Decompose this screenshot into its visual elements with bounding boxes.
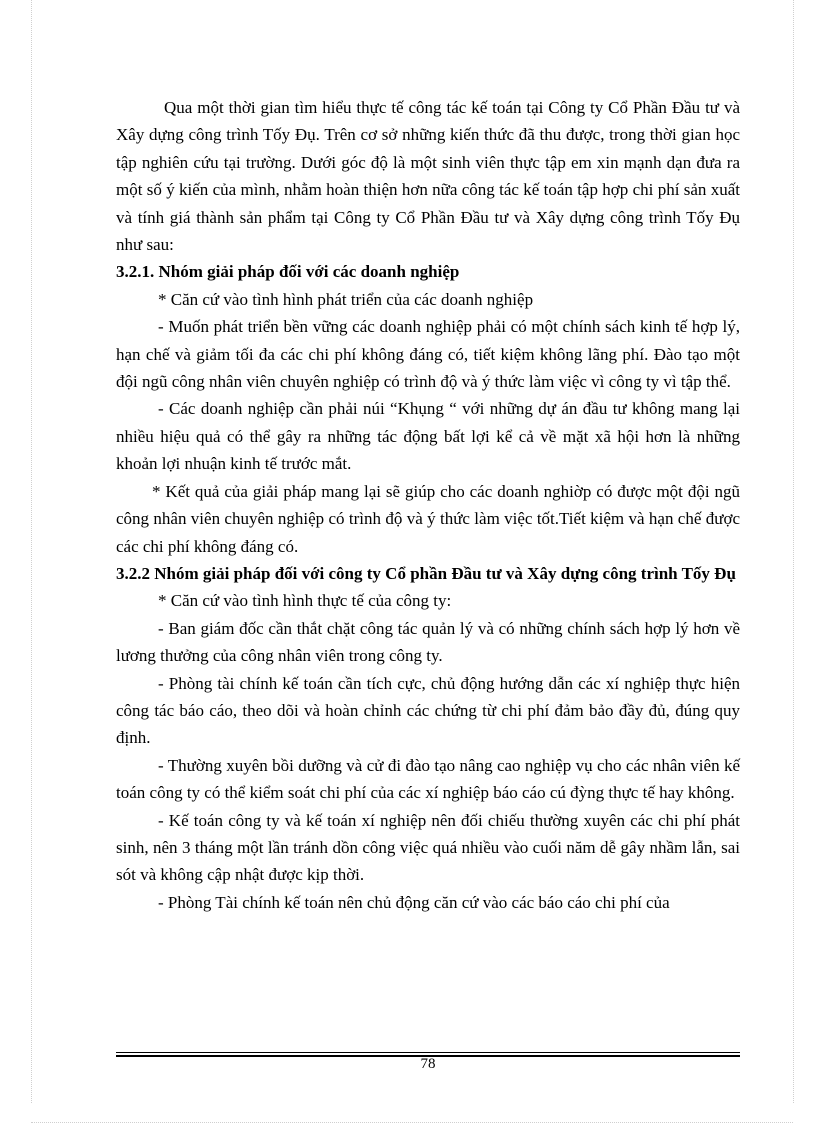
section2-item-4: - Kế toán công ty và kế toán xí nghiệp nên đối chiếu thường xuyên các chi phí phát sinh, nên 3 tháng một lần tránh dồn công việc quá nhiều vào cuối năm dễ gây nhầm lẫn, sai sót và không cập nhật được kịp thời. <box>116 810 740 885</box>
section2-basis: * Căn cứ vào tình hình thực tế của công ty: <box>158 591 452 611</box>
section1-basis: * Căn cứ vào tình hình phát triển của các doanh nghiệp <box>158 289 534 309</box>
section2-item-5: - Phòng Tài chính kế toán nên chủ động căn cứ vào các báo cáo chi phí của <box>158 892 670 912</box>
section-heading-3-2-2: 3.2.2 Nhóm giải pháp đối với công ty Cổ phần Đầu tư và Xây dựng công trình Tốy Đụ <box>116 563 736 583</box>
page-border-right <box>793 0 794 1103</box>
section2-item-3: - Thường xuyên bồi dưỡng và cử đi đào tạo nâng cao nghiệp vụ cho các nhân viên kế toán công ty có thể kiểm soát chi phí của các xí nghiệp báo cáo cú đỳng thực tế hay không. <box>116 755 740 803</box>
footer-rule-thin <box>116 1052 740 1053</box>
page-border-left <box>31 0 32 1103</box>
section2-item-2: - Phòng tài chính kế toán cần tích cực, chủ động hướng dẫn các xí nghiệp thực hiện công tác báo cáo, theo dõi và hoàn chỉnh các chứng từ chi phí đảm bảo đầy đủ, đúng quy định. <box>116 673 740 748</box>
section-heading-3-2-1: 3.2.1. Nhóm giải pháp đối với các doanh nghiệp <box>116 262 460 282</box>
section1-item-1: - Muốn phát triển bền vững các doanh nghiệp phải có một chính sách kinh tế hợp lý, hạn chế và giảm tối đa các chi phí không đáng có, tiết kiệm không lãng phí. Đào tạo một đội ngũ công nhân viên chuyên nghiệp có trình độ và ý thức làm việc vì công ty vì tập thể. <box>116 317 740 392</box>
body-text <box>116 94 740 916</box>
intro-paragraph: Qua một thời gian tìm hiểu thực tế công tác kế toán tại Công ty Cổ Phần Đầu tư và Xây dựng công trình Tốy Đụ. Trên cơ sở những kiến thức đã thu được, trong thời gian học tập nghiên cứu tại trường. Dưới góc độ là một sinh viên thực tập em xin mạnh dạn đưa ra một số ý kiến của mình, nhằm hoàn thiện hơn nữa công tác kế toán tập hợp chi phí sản xuất và tính giá thành sản phẩm tại Công ty Cổ Phần Đầu tư và Xây dựng công trình Tốy Đụ như sau: <box>116 98 740 255</box>
section1-item-2: - Các doanh nghiệp cần phải núi “Khụng “ với những dự án đầu tư không mang lại nhiều hiệu quả có thể gây ra những tác động bất lợi kể cả về mặt xã hội hơn là những khoản lợi nhuận kinh tế trước mắt. <box>116 399 740 474</box>
section2-item-1: - Ban giám đốc cần thắt chặt công tác quản lý và có những chính sách hợp lý hơn về lương thưởng của công nhân viên trong công ty. <box>116 618 740 666</box>
page-number: 78 <box>420 1056 436 1072</box>
section1-result: * Kết quả của giải pháp mang lại sẽ giúp cho các doanh nghiờp có được một đội ngũ công nhân viên chuyên nghiệp có trình độ và ý thức làm việc tốt.Tiết kiệm và hạn chế được các chi phí không đáng có. <box>116 481 740 556</box>
